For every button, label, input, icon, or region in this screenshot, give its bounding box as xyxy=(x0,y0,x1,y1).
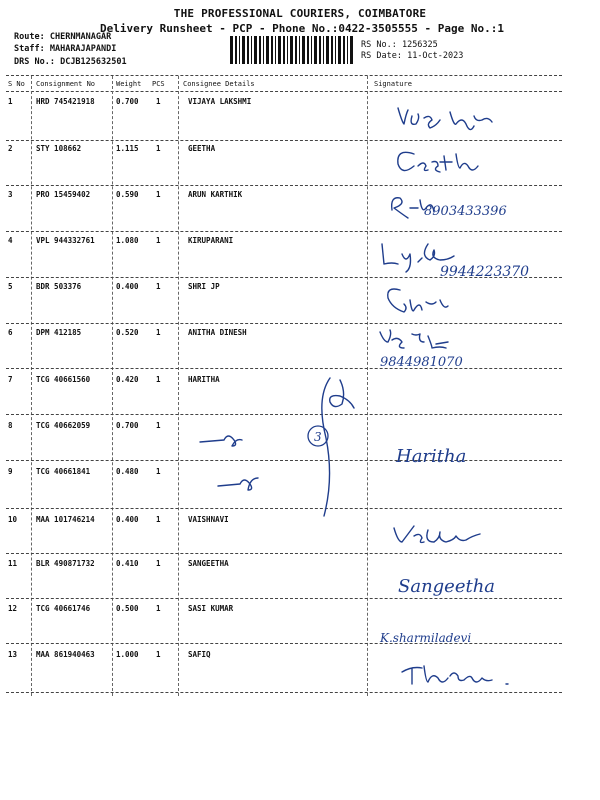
drs-line xyxy=(14,57,127,67)
barcode-bar xyxy=(314,36,317,64)
row-sno: 4 xyxy=(8,236,13,245)
row-consignment: HRD 745421918 xyxy=(36,97,95,106)
row-consignee: ANITHA DINESH xyxy=(188,328,247,337)
row-sno: 7 xyxy=(8,375,13,384)
column-header-signature: Signature xyxy=(374,80,412,88)
column-divider xyxy=(112,76,113,696)
barcode-bar xyxy=(302,36,305,64)
barcode-bar xyxy=(290,36,293,64)
handwritten-name: Sangeetha xyxy=(398,576,496,597)
table-top-rule xyxy=(6,75,562,76)
signature-scribble xyxy=(394,526,480,543)
signature-scribble xyxy=(388,289,448,312)
row-pcs: 1 xyxy=(156,604,161,613)
barcode-bar xyxy=(239,36,240,64)
drs-value: DCJB125632501 xyxy=(60,57,127,67)
row-weight: 0.400 xyxy=(116,515,139,524)
circled-count: 3 xyxy=(314,430,322,444)
long-stroke-mark xyxy=(322,378,354,516)
row-consignment: PRO 15459402 xyxy=(36,190,91,199)
row-divider xyxy=(6,643,562,644)
barcode-bar xyxy=(287,36,288,64)
row-consignee: SAFIQ xyxy=(188,650,211,659)
row-pcs: 1 xyxy=(156,328,161,337)
rs-no-label: RS No.: xyxy=(361,40,397,50)
row-consignment: MAA 861940463 xyxy=(36,650,95,659)
route-label: Route: xyxy=(14,32,45,42)
route-value: CHERNMANAGAR xyxy=(49,32,112,42)
barcode-bar xyxy=(278,36,281,64)
barcode-bar xyxy=(242,36,245,64)
company-title: THE PROFESSIONAL COURIERS, COIMBATORE xyxy=(173,7,427,20)
barcode-bar xyxy=(259,36,261,64)
row-sno: 6 xyxy=(8,328,13,337)
column-divider xyxy=(367,76,368,696)
barcode-bar xyxy=(338,36,341,64)
circled-count-mark xyxy=(308,426,328,446)
row-weight: 0.590 xyxy=(116,190,139,199)
row-sno: 1 xyxy=(8,97,13,106)
row-consignee: SANGEETHA xyxy=(188,559,229,568)
row-consignment: TCG 40662059 xyxy=(36,421,91,430)
column-header-pcs: PCS xyxy=(152,80,165,88)
barcode-bar xyxy=(326,36,329,64)
row-weight: 1.080 xyxy=(116,236,139,245)
route-line xyxy=(14,32,111,42)
column-header-consignment: Consignment No xyxy=(36,80,96,88)
handwritten-name: Haritha xyxy=(396,446,467,467)
row-sno: 9 xyxy=(8,467,13,476)
row-divider xyxy=(6,368,562,369)
row-sno: 3 xyxy=(8,190,13,199)
barcode-bar xyxy=(343,36,345,64)
barcode-bar xyxy=(251,36,252,64)
row-sno: 5 xyxy=(8,282,13,291)
row-weight: 0.700 xyxy=(116,421,139,430)
rs-date-value: 11-Oct-2023 xyxy=(407,51,464,61)
rs-no-line xyxy=(361,40,438,50)
row-pcs: 1 xyxy=(156,467,161,476)
signature-scribble xyxy=(402,666,508,684)
handwritten-phone: 9944223370 xyxy=(440,264,530,280)
row-sno: 10 xyxy=(8,515,18,524)
barcode-bar xyxy=(347,36,348,64)
row-weight: 0.400 xyxy=(116,282,139,291)
barcode-bar xyxy=(275,36,276,64)
row-consignment: BDR 503376 xyxy=(36,282,82,291)
row-divider xyxy=(6,414,562,415)
row-pcs: 1 xyxy=(156,650,161,659)
handwritten-phone: 8903433396 xyxy=(424,204,507,219)
column-header-sno: S No xyxy=(8,80,25,88)
row-weight: 0.520 xyxy=(116,328,139,337)
row-consignee: SHRI JP xyxy=(188,282,220,291)
rs-no-value: 1256325 xyxy=(401,40,438,50)
row-divider xyxy=(6,460,562,461)
row-consignee: VAISHNAVI xyxy=(188,515,229,524)
rs-date-label: RS Date: xyxy=(361,51,402,61)
row-consignment: STY 108662 xyxy=(36,144,82,153)
signature-scribble xyxy=(398,152,478,172)
row-divider xyxy=(6,553,562,554)
row-divider xyxy=(6,508,562,509)
barcode-bar xyxy=(323,36,324,64)
column-header-weight: Weight xyxy=(116,80,142,88)
barcode-bar xyxy=(230,36,233,64)
handwritten-phone: 9844981070 xyxy=(380,355,463,370)
row-divider xyxy=(6,277,562,278)
column-header-consignee: Consignee Details xyxy=(183,80,255,88)
row-divider xyxy=(6,231,562,232)
row-consignee: GEETHA xyxy=(188,144,216,153)
dash-mark xyxy=(218,478,258,490)
row-pcs: 1 xyxy=(156,190,161,199)
row-consignee: ARUN KARTHIK xyxy=(188,190,243,199)
row-pcs: 1 xyxy=(156,144,161,153)
row-pcs: 1 xyxy=(156,236,161,245)
staff-value: MAHARAJAPANDI xyxy=(49,44,117,54)
barcode-bar xyxy=(271,36,273,64)
row-sno: 2 xyxy=(8,144,13,153)
row-weight: 0.500 xyxy=(116,604,139,613)
row-consignee: SASI KUMAR xyxy=(188,604,234,613)
row-consignee: KIRUPARANI xyxy=(188,236,234,245)
signature-scribble xyxy=(382,244,454,272)
row-divider xyxy=(6,185,562,186)
barcode-bar xyxy=(350,36,353,64)
row-pcs: 1 xyxy=(156,515,161,524)
barcode-bar xyxy=(235,36,237,64)
barcode-bar xyxy=(319,36,321,64)
row-consignee: HARITHA xyxy=(188,375,220,384)
row-weight: 0.480 xyxy=(116,467,139,476)
barcode-bar xyxy=(311,36,312,64)
row-pcs: 1 xyxy=(156,282,161,291)
row-weight: 0.410 xyxy=(116,559,139,568)
row-weight: 0.420 xyxy=(116,375,139,384)
table-bottom-rule xyxy=(6,692,562,693)
row-consignment: MAA 101746214 xyxy=(36,515,95,524)
row-pcs: 1 xyxy=(156,421,161,430)
row-weight: 1.000 xyxy=(116,650,139,659)
header-bottom-rule xyxy=(6,91,562,92)
barcode-bar xyxy=(283,36,285,64)
barcode-bar xyxy=(263,36,264,64)
column-divider xyxy=(178,76,179,696)
barcode-bar xyxy=(307,36,309,64)
row-sno: 13 xyxy=(8,650,18,659)
row-sno: 8 xyxy=(8,421,13,430)
dash-mark xyxy=(200,436,242,446)
runsheet-title: Delivery Runsheet - PCP - Phone No.:0422-3505555 - Page No.:1 xyxy=(100,22,504,35)
row-consignee: VIJAYA LAKSHMI xyxy=(188,97,252,106)
row-pcs: 1 xyxy=(156,97,161,106)
barcode-bar xyxy=(295,36,297,64)
barcode-bar xyxy=(335,36,336,64)
handwritten-name: K.sharmiladevi xyxy=(380,631,472,645)
signature-scribble xyxy=(392,198,434,218)
row-consignment: BLR 490871732 xyxy=(36,559,95,568)
row-weight: 0.700 xyxy=(116,97,139,106)
staff-label: Staff: xyxy=(14,44,45,54)
barcode-bar xyxy=(254,36,257,64)
row-divider xyxy=(6,140,562,141)
staff-line xyxy=(14,44,116,54)
barcode-bar xyxy=(331,36,333,64)
signature-scribble xyxy=(380,330,448,348)
drs-label: DRS No.: xyxy=(14,57,55,67)
row-divider xyxy=(6,323,562,324)
barcode-bar xyxy=(266,36,269,64)
rs-date-line xyxy=(361,51,463,61)
row-consignment: DPM 412185 xyxy=(36,328,82,337)
barcode-bar xyxy=(247,36,249,64)
row-consignment: TCG 40661841 xyxy=(36,467,91,476)
row-weight: 1.115 xyxy=(116,144,139,153)
row-sno: 11 xyxy=(8,559,18,568)
row-sno: 12 xyxy=(8,604,18,613)
row-pcs: 1 xyxy=(156,375,161,384)
barcode-bar xyxy=(299,36,300,64)
column-divider xyxy=(31,76,32,696)
row-consignment: VPL 944332761 xyxy=(36,236,95,245)
row-consignment: TCG 40661560 xyxy=(36,375,91,384)
row-pcs: 1 xyxy=(156,559,161,568)
row-consignment: TCG 40661746 xyxy=(36,604,91,613)
barcode-image xyxy=(230,36,354,64)
signature-scribble xyxy=(398,108,492,130)
row-divider xyxy=(6,598,562,599)
